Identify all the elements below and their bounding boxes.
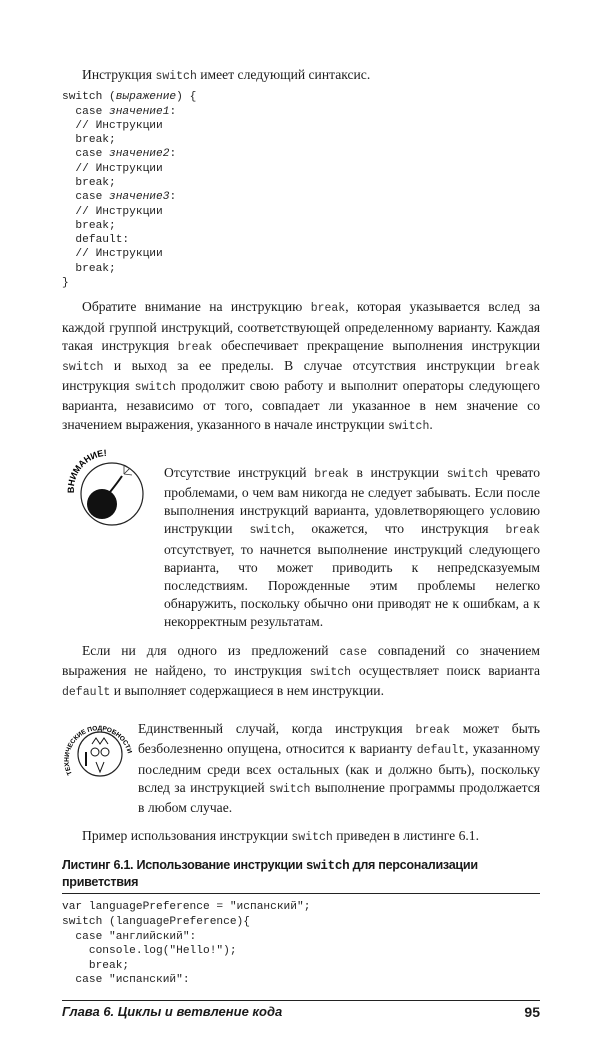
- page-bottom: [62, 988, 540, 1021]
- inline-code: console.log("Hello!");: [62, 945, 237, 958]
- text-run: Отсутствие инструкций: [164, 464, 315, 480]
- text-run: Инструкция: [82, 67, 156, 82]
- code-placeholder: значение2: [109, 148, 170, 161]
- text-run: инструкция: [62, 378, 135, 394]
- inline-code: switch: [269, 782, 311, 796]
- inline-code: switch: [134, 381, 177, 395]
- technical-details-icon: [62, 714, 136, 788]
- paragraph-listing-reference: [62, 827, 540, 847]
- inline-code: break: [310, 302, 346, 316]
- code-line: [62, 134, 116, 146]
- text-run: .: [429, 416, 433, 432]
- inline-code: break;: [62, 134, 116, 147]
- inline-code: break: [177, 340, 213, 354]
- text-run: Обратите внимание на инструкцию: [82, 299, 311, 315]
- inline-code: switch: [446, 467, 489, 481]
- code-line: [62, 234, 129, 246]
- inline-code: var languagePreference = "испанский";: [62, 901, 311, 914]
- code-line: [62, 931, 196, 943]
- code-line: [62, 974, 190, 986]
- code-line: [62, 163, 163, 175]
- page-footer: [62, 1003, 540, 1021]
- inline-code: switch: [309, 665, 352, 679]
- inline-code: // Инструкции: [62, 162, 163, 175]
- inline-code: break;: [62, 176, 116, 189]
- code-line: [62, 120, 163, 132]
- chapter-title: Глава 6. Циклы и ветвление кода: [62, 1004, 283, 1019]
- inline-code: switch: [305, 859, 350, 874]
- inline-code: default:: [62, 234, 130, 247]
- technical-icon-label: ТЕХНИЧЕСКИЕ ПОДРОБНОСТИ: [63, 725, 133, 777]
- inline-code: case "английский":: [62, 930, 197, 943]
- code-line: [62, 263, 116, 275]
- code-line: [62, 248, 163, 260]
- code-placeholder: значение1: [109, 105, 170, 118]
- text-run: имеет следующий синтаксис.: [196, 67, 371, 82]
- inline-code: :: [169, 148, 177, 161]
- svg-text:ВНИМАНИЕ!: [66, 448, 107, 493]
- warning-note-text: [164, 464, 540, 632]
- code-line: [62, 206, 163, 218]
- text-run: продолжит свою работу и выполнит операторы следующего варианта, независимо от того, совпадает ли указанное в нем значение со значением выражения, указанного в начале инструкции: [62, 378, 540, 432]
- text-run: приведен в листинге 6.1.: [332, 828, 480, 844]
- page-number: 95: [524, 1004, 540, 1020]
- code-line: [62, 106, 176, 118]
- inline-code: // Инструкции: [62, 205, 163, 218]
- text-run: Пример использования инструкции: [82, 828, 292, 844]
- code-line: [62, 901, 310, 913]
- inline-code: default: [62, 686, 111, 700]
- text-run: , указанному последним среди всех остальных (как и должно быть), поскольку вслед за инструкцией: [138, 741, 540, 795]
- text-run: Если ни для одного из предложений: [82, 642, 340, 658]
- paragraph-default-explanation: [62, 642, 540, 703]
- inline-code: break: [505, 360, 540, 374]
- code-line: [62, 945, 237, 957]
- code-line: [62, 177, 116, 189]
- text-run: и выход за ее пределы. В случае отсутствия инструкции: [103, 357, 506, 373]
- warning-icon-label: ВНИМАНИЕ!: [65, 447, 107, 493]
- inline-code: switch: [155, 70, 197, 83]
- text-run: Листинг 6.1. Использование инструкции: [62, 858, 306, 873]
- code-line: [62, 277, 69, 289]
- intro-text: [62, 66, 540, 86]
- paragraph-break-explanation: [62, 298, 540, 435]
- code-placeholder: значение3: [109, 191, 170, 204]
- text-run: отсутствует, то начнется выполнение инструкций следующего варианта, что может приводить к непредсказуемым последствиям. Порожденные этим проблемы нелегко обнаружить, поскольку обычно они приводят не к ошибкам, а к некорректным результатам.: [164, 541, 540, 630]
- inline-code: break;: [62, 959, 130, 972]
- text-run: обеспечивает прекращение выполнения инструкции: [212, 337, 540, 353]
- inline-code: case: [339, 645, 368, 659]
- code-line: [62, 960, 129, 972]
- inline-code: default: [416, 744, 466, 758]
- inline-code: break;: [62, 262, 116, 275]
- inline-code: switch (: [62, 91, 116, 104]
- technical-note: [62, 714, 540, 817]
- code-line: [62, 916, 250, 928]
- inline-code: :: [169, 105, 177, 118]
- text-run: , окажется, что инструкция: [290, 521, 506, 537]
- syntax-code-block: [62, 90, 540, 290]
- inline-code: // Инструкции: [62, 119, 163, 132]
- inline-code: switch: [387, 419, 430, 433]
- inline-code: case: [62, 191, 109, 204]
- listing-title: [62, 857, 540, 894]
- inline-code: break;: [62, 219, 116, 232]
- inline-code: :: [169, 191, 177, 204]
- text-run: для персонализации приветствия: [62, 858, 478, 890]
- text-run: и выполняет содержащиеся в нем инструкции.: [110, 683, 384, 699]
- code-line: [62, 148, 176, 160]
- listing-code-block: [62, 900, 540, 988]
- text-run: осуществляет поиск варианта: [351, 662, 540, 678]
- inline-code: break: [505, 524, 540, 538]
- inline-code: break: [314, 467, 349, 481]
- warning-note: [62, 448, 540, 632]
- text-run: , которая указывается вслед за каждой группой инструкций, соответствующей определенному варианту. Каждая такая инструкция: [62, 299, 540, 353]
- inline-code: switch: [62, 360, 104, 374]
- text-run: в инструкции: [348, 464, 447, 480]
- code-line: [62, 91, 196, 103]
- code-placeholder: выражение: [115, 91, 177, 104]
- inline-code: switch (languagePreference){: [62, 916, 250, 929]
- inline-code: case: [62, 105, 109, 118]
- inline-code: // Инструкции: [62, 248, 163, 261]
- warning-bomb-icon: [62, 448, 152, 530]
- text-run: выполнение программы продолжается в любом случае.: [138, 779, 540, 816]
- inline-code: case "испанский":: [62, 974, 190, 987]
- inline-code: ) {: [176, 91, 197, 104]
- text-run: Единственный случай, когда инструкция: [138, 721, 416, 737]
- text-run: чревато проблемами, о чем вам никогда не следует забывать. Если после выполнения инструкций варианта, удовлетворяющего условию инструкции: [164, 464, 540, 537]
- text-run: совпадений со значением выражения не найдено, то инструкция: [62, 642, 541, 678]
- inline-code: }: [62, 277, 69, 290]
- inline-code: switch: [291, 831, 333, 845]
- code-line: [62, 220, 116, 232]
- footer-rule: [62, 1000, 540, 1001]
- technical-note-text: [138, 720, 540, 817]
- inline-code: break: [415, 724, 450, 738]
- inline-code: case: [62, 148, 109, 161]
- inline-code: switch: [249, 524, 291, 538]
- code-line: [62, 191, 176, 203]
- text-run: может быть безболезненно опущена, относится к варианту: [138, 721, 540, 757]
